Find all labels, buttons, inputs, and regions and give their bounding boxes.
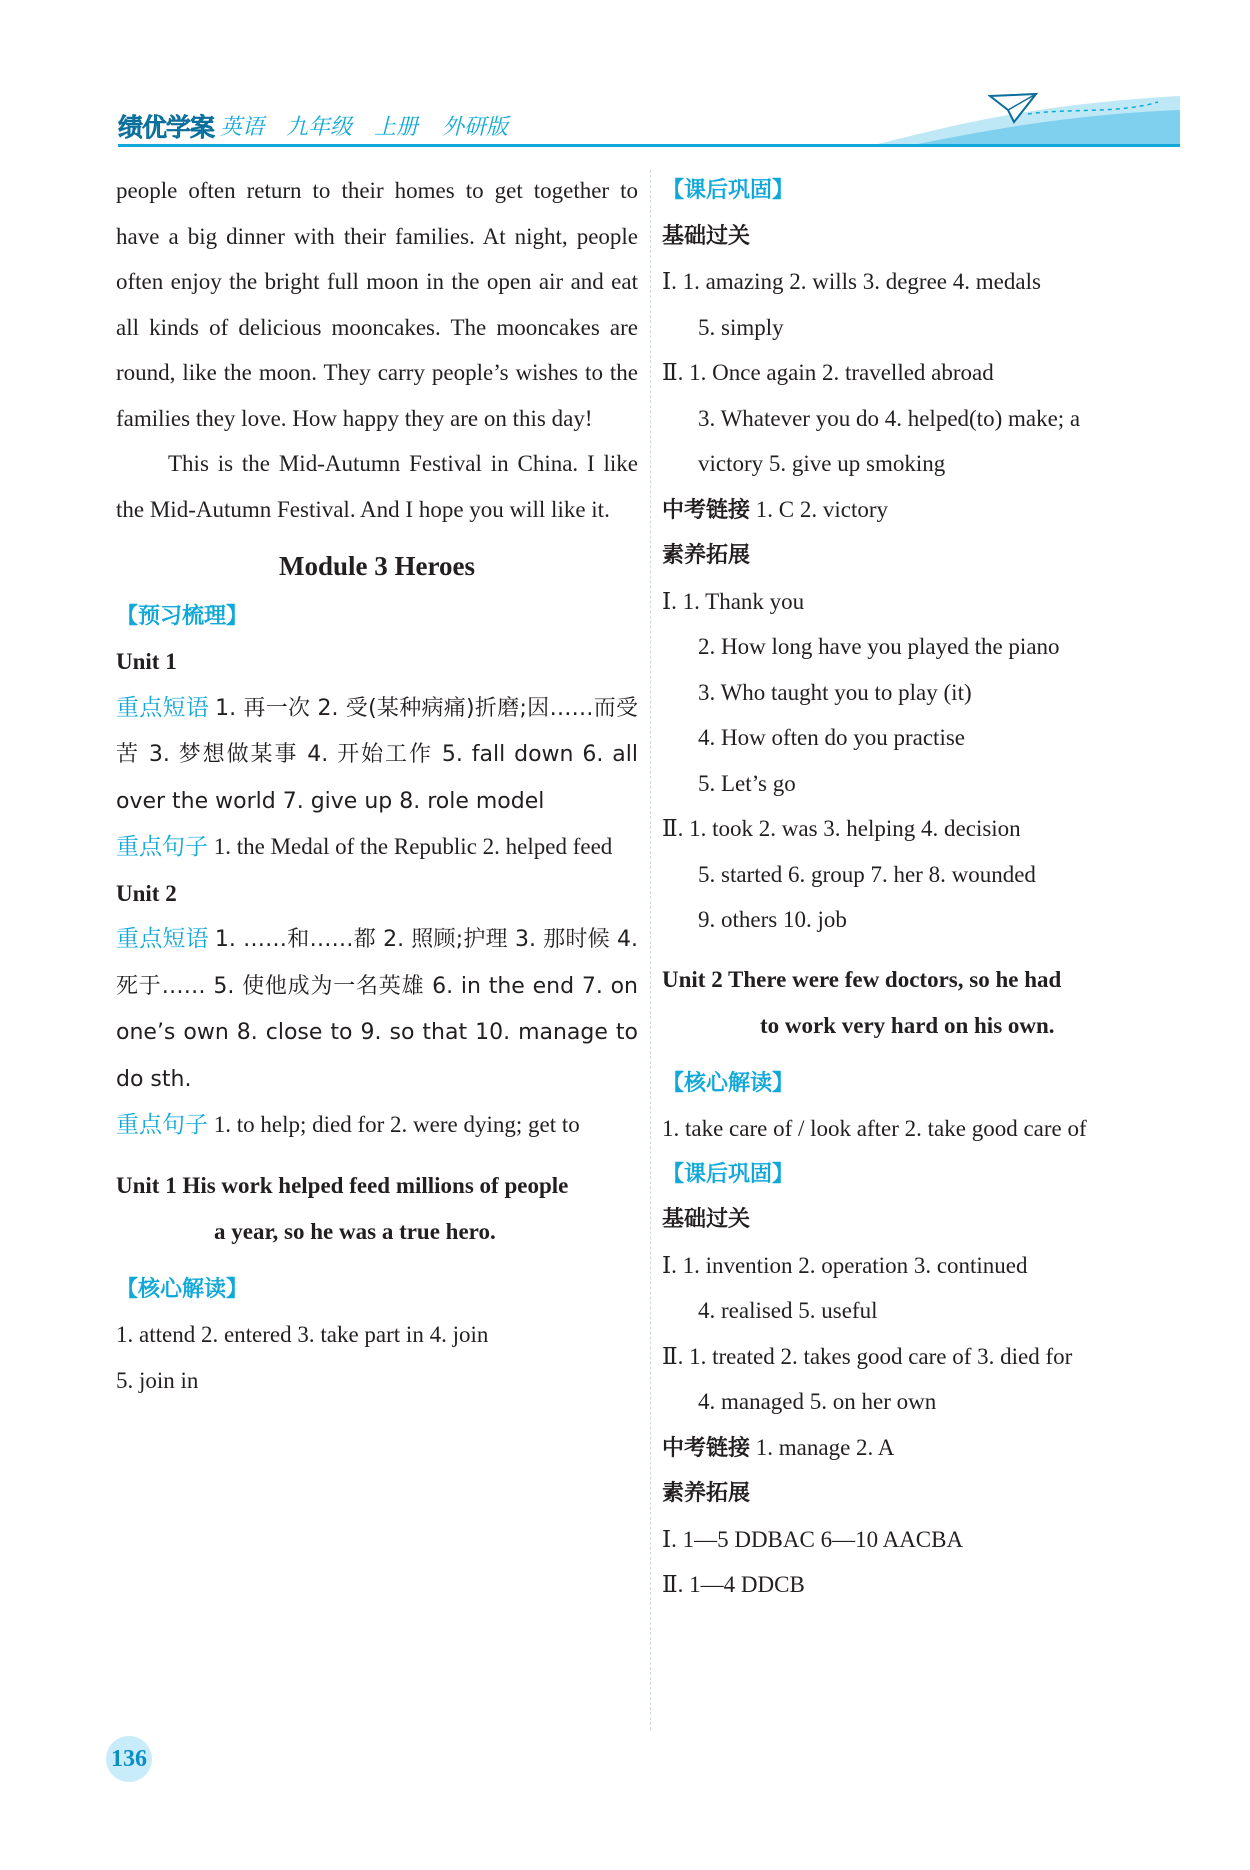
u2-phrases-label: 重点短语 — [116, 926, 209, 952]
basic-label: 基础过关 — [662, 223, 751, 249]
expand-4: 4. How often do you practise — [698, 725, 965, 750]
u1-phrases — [116, 685, 638, 825]
u1-sentences — [116, 824, 638, 871]
header-volume: 上册 — [374, 115, 419, 140]
zhongkao-link-2 — [662, 1425, 1182, 1472]
u1-phrases-label: 重点短语 — [116, 694, 210, 721]
u2-phrases — [116, 916, 638, 1102]
answer-i1b: 5. simply — [698, 314, 784, 340]
unit1-title — [116, 1163, 638, 1255]
paper-plane-icon — [988, 92, 1038, 126]
u2-sentences-text: 1. to help; died for 2. were dying; get to — [213, 1112, 580, 1137]
u2-phrases-text: 1. ……和……都 2. 照顾;护理 3. 那时候 4. 死于…… 5. 使他成为一名英雄 6. in the end 7. on one’s own 8. close to 9. so that 10. manage to do sth. — [116, 927, 639, 1092]
core2-answers: 1. take care of / look after 2. take good care of — [662, 1116, 1087, 1141]
expand2-2: Ⅱ. 1—4 DDCB — [662, 1572, 805, 1597]
unit1-title-line1: Unit 1 His work helped feed millions of people — [116, 1172, 569, 1198]
answer-ii1b: 3. Whatever you do 4. helped(to) make; a — [698, 405, 1081, 431]
answer-b1b: 4. realised 5. useful — [698, 1298, 878, 1323]
zhongkao-text: 1. C 2. victory — [755, 496, 889, 522]
page-number: 136 — [106, 1736, 152, 1782]
section-after-class: 【课后巩固】 — [662, 178, 795, 203]
u1-phrases-text: 1. 再一次 2. 受(某种病痛)折磨;因……而受苦 3. 梦想做某事 4. 开始工作 5. fall down 6. all over the world 7. give up 8. role model — [116, 695, 639, 814]
u2-sentences — [116, 1102, 638, 1149]
column-divider — [650, 170, 651, 1730]
answer-i1: Ⅰ. 1. amazing 2. wills 3. degree 4. medals — [662, 269, 1041, 294]
expand-6: Ⅱ. 1. took 2. was 3. helping 4. decision — [662, 816, 1021, 841]
unit2-title-line1: Unit 2 There were few doctors, so he had — [662, 966, 1062, 992]
header-rule — [118, 144, 1180, 147]
unit1-title-line2: a year, so he was a true hero. — [214, 1218, 496, 1244]
header-edition: 外研版 — [442, 115, 509, 140]
u1-sentences-label: 重点句子 — [116, 834, 208, 860]
unit2-title-line2: to work very hard on his own. — [760, 1012, 1055, 1038]
left-column — [116, 168, 638, 1403]
expand-8: 9. others 10. job — [698, 907, 847, 932]
passage-paragraph-1: people often return to their homes to get together to have a big dinner with their families. At night, people often enjoy the bright full moon in the open air and eat all kinds of delicious mooncakes. The mooncakes are round, like the moon. They carry people’s wishes to the families they love. How happy they are on this day! — [116, 178, 638, 431]
expand-label: 素养拓展 — [662, 543, 751, 568]
passage-paragraph-2: This is the Mid-Autumn Festival in China. I like the Mid-Autumn Festival. And I hope you will like it. — [116, 451, 638, 522]
brand-logo: 绩优学案 — [118, 113, 215, 142]
section-core-2: 【核心解读】 — [662, 1070, 795, 1096]
answer-b1: Ⅰ. 1. invention 2. operation 3. continued — [662, 1252, 1028, 1278]
answer-b2: Ⅱ. 1. treated 2. takes good care of 3. died for — [662, 1343, 1073, 1369]
expand-7: 5. started 6. group 7. her 8. wounded — [698, 861, 1036, 887]
header-subject: 英语 — [220, 115, 265, 140]
header-grade: 九年级 — [286, 115, 353, 140]
right-column — [662, 168, 1182, 1608]
answer-b2b: 4. managed 5. on her own — [698, 1389, 937, 1414]
zhongkao-text-2: 1. manage 2. A — [755, 1434, 895, 1460]
expand-3: 3. Who taught you to play (it) — [698, 679, 972, 705]
unit2-label: Unit 2 — [116, 880, 177, 906]
zhongkao-label-2: 中考链接 — [662, 1435, 751, 1461]
basic-label-2: 基础过关 — [662, 1207, 751, 1232]
zhongkao-label: 中考链接 — [662, 497, 751, 523]
u2-sentences-label: 重点句子 — [116, 1112, 208, 1138]
module-title: Module 3 Heroes — [279, 551, 475, 581]
unit1-label: Unit 1 — [116, 649, 177, 674]
zhongkao-link — [662, 487, 1182, 534]
expand-1: Ⅰ. 1. Thank you — [662, 588, 805, 614]
expand2-1: Ⅰ. 1—5 DDBAC 6—10 AACBA — [662, 1526, 964, 1552]
answer-ii1: Ⅱ. 1. Once again 2. travelled abroad — [662, 360, 994, 385]
section-core: 【核心解读】 — [116, 1276, 249, 1302]
core-answers-1: 1. attend 2. entered 3. take part in 4. join — [116, 1322, 489, 1347]
section-after-class-2: 【课后巩固】 — [662, 1161, 795, 1187]
unit2-title — [662, 957, 1182, 1049]
answer-ii1c: victory 5. give up smoking — [698, 451, 946, 476]
core-answers-2: 5. join in — [116, 1367, 199, 1393]
expand-label-2: 素养拓展 — [662, 1481, 751, 1506]
expand-5: 5. Let’s go — [698, 770, 796, 796]
section-preview: 【预习梳理】 — [116, 603, 249, 629]
expand-2: 2. How long have you played the piano — [698, 634, 1060, 659]
u1-sentences-text: 1. the Medal of the Republic 2. helped feed — [213, 834, 613, 859]
